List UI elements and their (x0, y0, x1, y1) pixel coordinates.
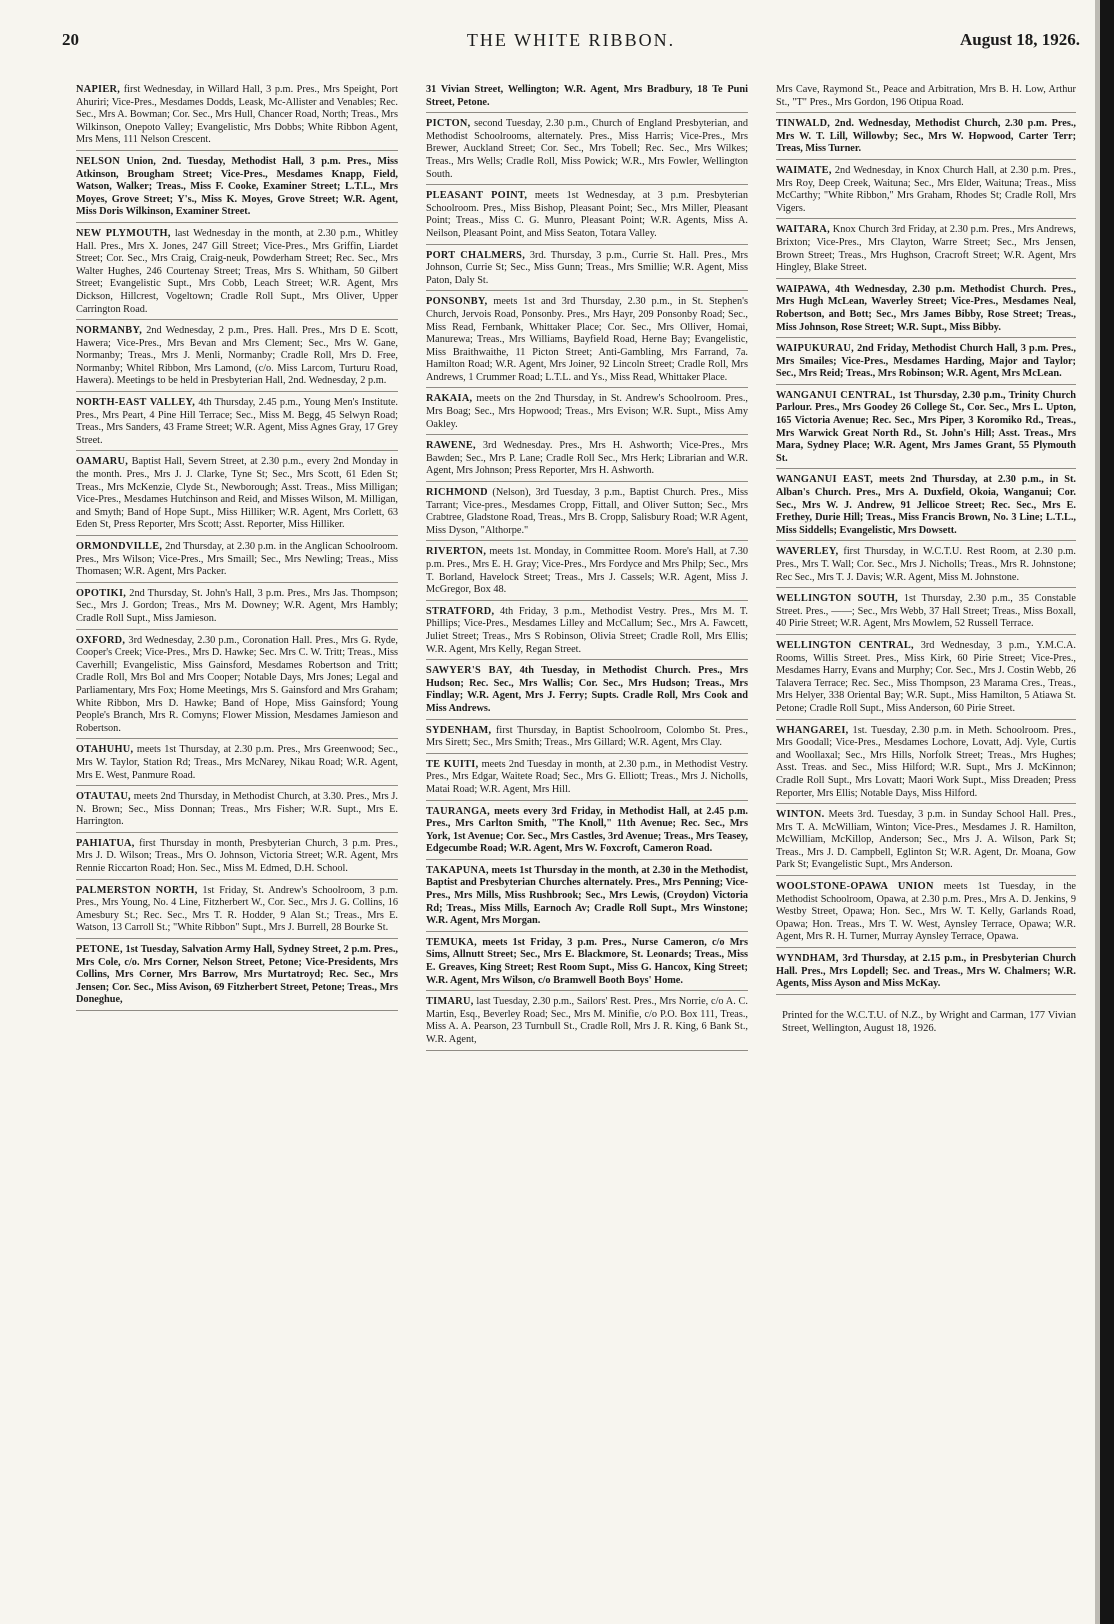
union-entry (776, 544, 1076, 588)
union-entry (76, 323, 398, 392)
union-name: RAKAIA, (426, 393, 473, 405)
union-details: Union, 2nd. Tuesday, Methodist Hall, 3 p.m. Pres., Miss Atkinson, Brougham Street; Vice-Pres., Mesdames Knapp, Field, Watson, Walker; Treas., Miss F. Cooke, Examiner Street; L.T.L., Mrs Moyes, Grove Street; Y's., Miss K. Moyes, Grove Street; W.R. Agent, Miss Doris Wilkinson, Examiner Street. (76, 155, 398, 218)
union-details: meets on the 2nd Thursday, in St. Andrew's Schoolroom. Pres., Mrs Boag; Sec., Mrs Hopwood; Treas., Mrs Evison; W.R. Supt., Miss Amy Oakley. (426, 393, 748, 430)
union-details: meets 1st Thursday, at 2.30 p.m. Pres., Mrs Greenwood; Sec., Mrs W. Taylor, Station Rd; Treas., Mrs McNarey, Nikau Road; W.R. Agent, Mrs E. West, Panmure Road. (76, 744, 398, 781)
union-entry (426, 757, 748, 801)
union-details: 4th Thursday, 2.45 p.m., Young Men's Institute. Pres., Mrs Peart, 4 Pine Hill Terrace; Sec., Miss M. Begg, 45 Selwyn Road; Treas., Mrs Sanders, 43 Frame Street; W.R. Agent, Miss Agnes Gray, 17 Grey Street. (76, 397, 398, 446)
union-entry (76, 742, 398, 786)
union-entry (776, 163, 1076, 219)
union-details: 1st Thursday, 2.30 p.m., 35 Constable Street. Pres., ——; Sec., Mrs Webb, 37 Hall Street; Treas., Miss Boxall, 40 Pirie Street; W.R. Agent, Mrs Mowlem, 52 Russell Terrace. (776, 593, 1076, 630)
union-name: RICHMOND (426, 487, 488, 499)
union-name: WANGANUI CENTRAL, (776, 389, 896, 401)
union-details: meets 2nd Thursday, in Methodist Church, at 3.30. Pres., Mrs J. N. Brown; Sec., Miss Donnan; Treas., Mrs Fisher; W.R. Supt., Mrs E. Harrington. (76, 791, 398, 828)
union-details: 3rd Wednesday, 3 p.m., Y.M.C.A. Rooms, Willis Street. Pres., Miss Kirk, 60 Pirie Street; Vice-Pres., Mesdames Harry, Evans and Murphy; Cor. Sec., Mrs J. Costin Webb, 26 Talavera Terrace; Rec. Sec., Miss Thompson, 23 Marama Cres., Treas., Mrs Helyer, 338 Oriental Bay; W.R. Supt., Miss Hamilton, 5 Atiawa St. Petone; Cradle Roll Supt., Miss Anderson, 60 Pirie Street. (776, 639, 1076, 714)
union-name: NORTH-EAST VALLEY, (76, 397, 196, 409)
union-name: WOOLSTONE-OPAWA UNION (776, 881, 934, 893)
union-entry (426, 604, 748, 660)
union-details: 2nd. Wednesday, Methodist Church, 2.30 p.m. Pres., Mrs W. T. Lill, Willowby; Sec., Mrs W. Hopwood, Carter Terr; Treas, Miss Turner. (776, 118, 1076, 155)
union-entry (776, 591, 1076, 635)
union-entry (76, 942, 398, 1011)
union-name: SYDENHAM, (426, 724, 492, 736)
union-details: 1st Friday, St. Andrew's Schoolroom, 3 p.m. Pres., Mrs Young, No. 4 Line, Fitzherbert W., Cor. Sec., Mrs J. G. Collins, 16 Amesbury St.; Rec. Sec., Mrs T. R. Hodder, 9 Alan St.; Treas., Mrs E. Watson, 13 Carroll St.; "White Ribbon" Supt., Mrs J. Burrell, 28 Bourke St. (76, 884, 398, 934)
union-name: OTAUTAU, (76, 791, 131, 803)
union-name: WINTON. (776, 809, 825, 821)
union-details: 1st. Tuesday, 2.30 p.m. in Meth. Schoolroom. Pres., Mrs Goodall; Vice-Pres., Mesdames Lochore, Lovatt, Adj. Vyle, Curtis and Woollaxal; Sec., Mrs Hills, Norfolk Street; Treas., Mrs Hughes; Asst. Treas. and Sec., Miss Hilford; W.R. Supt., Mrs J. McKinnon; Cradle Roll Supt., Mrs Lovatt; Maori Work Supt., Miss Dreaden; Press Reporter, Mrs Ellis; Notable Days, Miss Hilford. (776, 724, 1076, 799)
union-entry (76, 883, 398, 939)
union-details: last Wednesday in the month, at 2.30 p.m., Whitley Hall. Pres., Mrs X. Jones, 247 Gill Street; Vice-Pres., Mrs Griffin, Liardet Street; Cor. Sec., Mrs Craig, Craig-neuk, Powderham Street; Rec. Sec., Mrs Walter Hughes, 246 Courtenay Street; Treas, Mrs S. Whitham, 50 Gilbert Street; Evangelistic Supt., Mrs Cobb, Leach Street; W.R. Agent, Mrs Dickson, Hillcrest, Vogeltown; Cradle Roll Supt., Mrs Oliver, Upper Carrington Road. (76, 227, 398, 315)
union-entry (76, 82, 398, 151)
union-entry (76, 836, 398, 880)
union-details: 1st Thursday, 2.30 p.m., Trinity Church Parlour. Pres., Mrs Goodey 26 College St., Cor. Sec., Mrs L. Upton, 165 Victoria Avenue; Rec. Sec., Mrs Piper, 3 Koromiko Rd., Treas., Mrs Warwick Great North Rd., St. John's Hill; Asst. Treas., Mrs Mara, Sydney Place; W.R. Agent, Mrs James Grant, 55 Plymouth St. (776, 389, 1076, 464)
printer-imprint: Printed for the W.C.T.U. of N.Z., by Wright and Carman, 177 Vivian Street, Wellington, August 18, 1926. (782, 1009, 1076, 1035)
union-name: PLEASANT POINT, (426, 190, 528, 202)
union-name: NELSON (76, 155, 121, 167)
union-entry (76, 586, 398, 630)
union-entry (426, 544, 748, 600)
union-name: PALMERSTON NORTH, (76, 884, 198, 896)
union-name: WYNDHAM, (776, 953, 839, 965)
column-right (776, 82, 1076, 1602)
union-details: first Wednesday, in Willard Hall, 3 p.m. Pres., Mrs Speight, Port Ahuriri; Vice-Pres., Mesdames Dodds, Leask, Mc-Allister and Venables; Rec. Sec., Mrs A. Bowman; Cor. Sec., Mrs Hull, Chancer Road, North; Treas., Mrs Wilkinson, Onepoto Valley; Evangelistic, Mrs Dobbs; White Ribbon Agent, Mrs Mens, 111 Nelson Crescent. (76, 84, 398, 146)
union-name: WAIPUKURAU, (776, 343, 854, 355)
column-right-entries (776, 82, 1076, 995)
union-entry (426, 935, 748, 991)
union-details: 3rd Thursday, at 2.15 p.m., in Presbyterian Church Hall. Pres., Mrs Lopdell; Sec. and Treas., Mrs W. Chalmers; W.R. Agents, Miss Ayson and Miss McKay. (776, 953, 1076, 990)
union-name: NAPIER, (76, 84, 121, 95)
union-name: TAKAPUNA, (426, 864, 489, 876)
union-name: WHANGAREI, (776, 724, 849, 736)
union-details: 3rd Wednesday, 2.30 p.m., Coronation Hall. Pres., Mrs G. Ryde, Cooper's Creek; Vice-Pres., Mrs D. Hawke; Sec. Mrs C. W. Tritt; Treas., Miss Caverhill; Evangelistic, Miss Gainsford, Mesdames Robertson and Tritt; Cradle Roll, Mrs Bol and Mrs Cooper; Notable Days, Mrs Jones; Legal and Parliamentary, Mrs Fox; Home Meetings, Mrs S. Gainsford and Mrs Graham; White Ribbon, Mrs D. Hawke; Band of Hope, Miss Gainsford; Young People's Branch, Mrs R. Comyns; Flower Mission, Mesdames Jamieson and Robertson. (76, 634, 398, 734)
union-entry (426, 723, 748, 754)
union-name: TAURANGA, (426, 805, 491, 817)
issue-date: August 18, 1926. (960, 30, 1080, 49)
union-entry (426, 863, 748, 932)
union-name: TEMUKA, (426, 936, 478, 948)
union-details: Meets 3rd. Tuesday, 3 p.m. in Sunday School Hall. Pres., Mrs T. A. McWilliam, Winton; Vice-Pres., Mesdames J. R. Hamilton, McWilliam, McKillop, Anderson; Sec., Mrs J. A. Wilson, Park St; Treas., Mrs J. D. Campbell, Eglinton St; W.R. Agent, Dr. Moana, Gow Park St; Evangelistic Supt., Mrs Anderson. (776, 809, 1076, 871)
union-details: 2nd Wednesday, 2 p.m., Pres. Hall. Pres., Mrs D E. Scott, Hawera; Vice-Pres., Mrs Bevan and Mrs Clement; Sec., Mrs W. Gane, Normanby; Treas., Mrs J. Menli, Normanby; Cradle Roll, Mrs D. Free, Normanby; Whitel Ribbon, Mrs Lamond, (c/o. Miss Larcom, Turturu Road, Hawera). Meetings to be held in Presbyterian Hall, 2nd. Wednesday, 2 p.m. (76, 325, 398, 387)
union-details: first Thursday, in W.C.T.U. Rest Room, at 2.30 p.m. Pres., Mrs T. Wall; Cor. Sec., Mrs J. Nicholls; Treas., Mrs R. Johnstone; Rec Sec., Mrs T. J. Davis; W.R. Agent, Miss M. Johnstone. (776, 546, 1076, 583)
union-details: 1st Tuesday, Salvation Army Hall, Sydney Street, 2 p.m. Pres., Mrs Cole, c/o. Mrs Corner, Nelson Street, Petone; Vice-Presidents, Mrs Collins, Mrs Corner, Mrs Barrow, Mrs Murtatroyd; Rec. Sec., Mrs Jensen; Cor. Sec., Miss Avison, 69 Fitzherbert Street, Petone; Treas., Mrs Doneghue, (76, 944, 398, 1006)
union-details: meets 1st Tuesday, in the Methodist Schoolroom, Opawa, at 2.30 p.m. Pres., Mrs A. D. Jenkins, 9 Westby Street, Opawa; Hon. Sec., Mrs W. T. Kelly, Garlands Road, Opawa; Hon. Treas., Mrs T. W. West, Aynsley Terrace, Opawa; W.R. Agent, Mrs R. H. Turner, Murray Aynsley Terrace, Opawa. (776, 881, 1076, 943)
union-entry (776, 282, 1076, 338)
union-name: NORMANBY, (76, 325, 143, 337)
union-name: WELLINGTON CENTRAL, (776, 639, 914, 651)
union-details: meets 2nd Tuesday in month, at 2.30 p.m., in Methodist Vestry. Pres., Mrs Edgar, Waitete Road; Sec., Mrs G. Elliott; Treas., Mrs J. Nicholls, Matai Road; W.R. Agent, Mrs Hill. (426, 758, 748, 795)
union-details: meets every 3rd Friday, in Methodist Hall, at 2.45 p.m. Pres., Mrs Carlton Smith, "The Knoll," 11th Avenue; Rec. Sec., Mrs York, 1st Avenue; Cor. Sec., Mrs Castles, 3rd Avenue; Treas., Mrs Teasey, Edgecumbe Road; W.R. Agent, Mrs W. Foxcroft, Cameron Road. (426, 805, 748, 855)
union-name: STRATFORD, (426, 605, 495, 617)
union-name: SAWYER'S BAY, (426, 665, 513, 677)
union-entry (426, 188, 748, 244)
union-details: 4th Wednesday, 2.30 p.m. Methodist Church. Pres., Mrs Hugh McLean, Waverley Street; Vice-Pres., Mesdames Neal, Robertson, and Bott; Sec., Mrs James Bibby, Rose Street; Treas., Miss Johnson, Rose Street; W.R. Supt., Miss Bibby. (776, 283, 1076, 333)
union-name: PONSONBY, (426, 296, 488, 308)
union-name: PICTON, (426, 118, 471, 130)
union-entry (76, 154, 398, 223)
union-entry (776, 472, 1076, 541)
union-details: Baptist Hall, Severn Street, at 2.30 p.m., every 2nd Monday in the month. Pres., Mrs J. J. Clarke, Tyne St; Sec., Mrs Scott, 61 Eden St; Treas., Mrs McKenzie, Clyde St., Newborough; Asst. Treas., Miss Milligan; Vice-Pres., Mesdames Hutchinson and Reid, and Misses Wilson, M. Milligan, and Smyth; Band of Hope Supt., Miss Hilliker; W.R. Agent, Mrs Corlett, 63 Eden St, Press Reporter, Mrs Scott; Asst. Reporter, Miss Hilliker. (76, 456, 398, 531)
union-entry (76, 539, 398, 583)
union-entry (776, 82, 1076, 113)
union-details: meets 1st Friday, 3 p.m. Pres., Nurse Cameron, c/o Mrs Sims, Allnutt Street; Sec., Mrs E. Blackmore, St. Leonards; Treas., Miss E. Greaves, King Street; Rest Room Supt., Miss G. Hancox, King Street; W.R. Agent, Mrs Wilson, c/o Bramwell Booth Boys' Home. (426, 936, 748, 986)
union-entry (426, 438, 748, 482)
page-header (62, 30, 1080, 60)
union-name: PORT CHALMERS, (426, 249, 526, 261)
union-details: Knox Church 3rd Friday, at 2.30 p.m. Pres., Mrs Andrews, Brixton; Vice-Pres., Mrs Clayton, Warre Street; Sec., Mrs Jensen, Brown Street; Treas., Mrs Hughson, Cracroft Street; W.R. Agent, Mrs Hingley, Blake Street. (776, 224, 1076, 274)
union-entry (76, 789, 398, 833)
union-entry (76, 633, 398, 740)
union-entry (426, 248, 748, 292)
union-entry (776, 638, 1076, 720)
union-name: OAMARU, (76, 456, 129, 468)
union-entry (426, 391, 748, 435)
union-details: second Tuesday, 2.30 p.m., Church of England Presbyterian, and Methodist Schoolrooms, alternately. Pres., Miss Harris; Vice-Pres., Mrs Brewer, Auckland Street; Cor. Sec., Mrs Tobell; Rec. Sec., Mrs Wilkes; Treas., Mrs Wells; Cradle Roll, Miss Powick; W.R., Mrs Fowler, Wellington South. (426, 118, 748, 180)
union-entry (76, 226, 398, 320)
union-name: RAWENE, (426, 440, 476, 452)
page-edge (1100, 0, 1114, 1624)
union-entry (76, 395, 398, 451)
union-name: PETONE, (76, 944, 123, 956)
union-entry (776, 388, 1076, 470)
union-details: last Tuesday, 2.30 p.m., Sailors' Rest. Pres., Mrs Norrie, c/o A. C. Martin, Esq., Beverley Road; Sec., Mrs M. Minifie, c/o P.O. Box 111, Treas., Miss A. A. Pearson, 23 Turnbull St., Cradle Roll, Mrs J. R. King, 6 Bank St., W.R. Agent, (426, 996, 748, 1045)
union-name: OPOTIKI, (76, 587, 127, 599)
column-left (76, 82, 398, 1602)
union-entry (426, 994, 748, 1050)
union-entry (426, 294, 748, 388)
union-details: meets 2nd Thursday, at 2.30 p.m., in St. Alban's Church. Pres., Mrs A. Duxfield, Okoia, Wanganui; Cor. Sec., Mrs W. J. Andrew, 91 Jellicoe Street; Rec. Sec., Mrs E. Frethey, Durie Hill; Treas., Miss Francis Brown, No. 3 Line; L.T.L., Miss Siddells; Evangelistic, Mrs Dowsett. (776, 474, 1076, 536)
union-entry (776, 723, 1076, 805)
union-entry (776, 879, 1076, 948)
union-entry (426, 82, 748, 113)
union-name: WAVERLEY, (776, 546, 839, 558)
union-entry (776, 341, 1076, 385)
union-name: TINWALD, (776, 118, 831, 130)
union-details: meets 1st Wednesday, at 3 p.m. Presbyterian Schoolroom. Pres., Miss Bishop, Pleasant Point; Sec., Mrs Miller, Pleasant Point; Treas., Miss C. G. Munro, Pleasant Point; W.R. Agents, Miss A. Neilson, Pleasant Point, and Miss Seaton, Totara Valley. (426, 190, 748, 239)
union-entry (776, 951, 1076, 995)
union-details: 3rd. Thursday, 3 p.m., Currie St. Hall. Pres., Mrs Johnson, Currie St; Sec., Miss Gunn; Treas., Mrs Smillie; W.R. Agent, Miss Paton, Daly St. (426, 249, 748, 286)
union-name: TE KUITI, (426, 758, 479, 770)
union-name: WANGANUI EAST, (776, 474, 874, 486)
union-name: ORMONDVILLE, (76, 541, 163, 552)
union-details: 2nd Wednesday, in Knox Church Hall, at 2.30 p.m. Pres., Mrs Roy, Deep Creek, Waituna; Sec., Mrs Elder, Waituna; Treas., Miss McCarthy; "White Ribbon," Mrs Graham, Rhodes St; Cradle Roll, Mrs Vigers. (776, 164, 1076, 214)
publication-title: THE WHITE RIBBON. (466, 30, 676, 50)
union-entry (426, 116, 748, 185)
union-details: 2nd Thursday, at 2.30 p.m. in the Anglican Schoolroom. Pres., Mrs Wilson; Vice-Pres., Mrs Smaill; Sec., Mrs Newling; Treas., Miss Thomasen; W.R. Agent, Mrs Packer. (76, 541, 398, 578)
union-name: NEW PLYMOUTH, (76, 227, 171, 239)
union-name: OXFORD, (76, 634, 126, 646)
union-name: WELLINGTON SOUTH, (776, 593, 899, 605)
union-details: 31 Vivian Street, Wellington; W.R. Agent, Mrs Bradbury, 18 Te Puni Street, Petone. (426, 84, 748, 108)
union-details: 2nd Friday, Methodist Church Hall, 3 p.m. Pres., Mrs Smailes; Vice-Pres., Mesdames Harding, Major and Taylor; Sec., Mrs Reid; Treas., Mrs Robinson; W.R. Agent, Mrs McLean. (776, 343, 1076, 380)
union-name: OTAHUHU, (76, 744, 134, 756)
union-details: 2nd Thursday, St. John's Hall, 3 p.m. Pres., Mrs Jas. Thompson; Sec., Mrs J. Gordon; Treas., Mrs M. Downey; W.R. Agent, Mrs Hambly; Cradle Roll Supt., Miss Jamieson. (76, 587, 398, 624)
union-details: meets 1st and 3rd Thursday, 2.30 p.m., in St. Stephen's Church, Jervois Road, Ponsonby. Pres., Mrs Hayr, 209 Ponsonby Road; Sec., Miss Read, Fernbank, Whittaker Place; Cor. Sec., Mrs Olliver, Homai, Manurewa; Treas., Mrs Williams, Bayfield Road, Herne Bay; Evangelistic, Miss Braithwaithe, 11 Picton Street; Anti-Gambling, Mrs Farrand, 7a. Hamilton Road; W.R. Agent, Mrs Joiner, 92 Lincoln Street; Cradle Roll, Mrs Andrews, 1 Crummer Road; L.T.L. and Ys., Miss Read, Whittaker Place. (426, 296, 748, 383)
union-name: WAIPAWA, (776, 283, 830, 295)
union-entry (426, 485, 748, 541)
union-details: 4th Tuesday, in Methodist Church. Pres., Mrs Hudson; Rec. Sec., Mrs Wallis; Cor. Sec., Mrs Hudson; Treas., Mrs Findlay; W.R. Agent, Mrs J. Ferry; Supts. Cradle Roll, Mrs Cook and Miss Andrews. (426, 665, 748, 714)
union-entry (426, 804, 748, 860)
union-entry (776, 222, 1076, 278)
union-name: WAITARA, (776, 224, 830, 236)
union-name: TIMARU, (426, 996, 474, 1008)
union-name: PAHIATUA, (76, 837, 135, 849)
page-number: 20 (62, 30, 79, 49)
column-middle (426, 82, 748, 1602)
union-details: 4th Friday, 3 p.m., Methodist Vestry. Pres., Mrs M. T. Phillips; Vice-Pres., Mesdames Lilley and McCallum; Sec., Mrs A. Fawcett, Juliet Street; Treas., Mrs S Robinson, Olivia Street; Cradle Roll, Mrs Ellis; W.R. Agent, Mrs Kelly, Regan Street. (426, 605, 748, 655)
union-entry (426, 663, 748, 719)
union-name: RIVERTON, (426, 546, 487, 558)
union-details: 3rd Wednesday. Pres., Mrs H. Ashworth; Vice-Pres., Mrs Bawden; Sec., Mrs P. Lane; Cradle Roll Sec., Mrs Herk; Librarian and W.R. Agent, Mrs Johnson; Press Reporter, Mrs H. Ashworth. (426, 440, 748, 477)
directory-columns (76, 82, 1076, 1602)
union-details: meets 1st Thursday in the month, at 2.30 in the Methodist, Baptist and Presbyterian Churches alternately. Pres., Mrs Penning; Vice-Pres., Mrs Mills, Miss Rushbrook; Sec., Mrs Lewis, (Croydon) Victoria Rd; Treas., Miss Mills, Earnoch Av; Cradle Roll Supt., Mrs Winstone; W.R. Agent, Mrs Morgan. (426, 864, 748, 927)
union-details: (Nelson), 3rd Tuesday, 3 p.m., Baptist Church. Pres., Miss Tarrant; Vice-pres., Mesdames Cropp, Fittall, and Oliver Sutton; Sec., Mrs Crabtree, Gladstone Road, Treas., Mrs B. Cropp, Salisbury Road; W.R Agent, Miss Dyson, "Althorpe." (426, 487, 748, 536)
union-entry (776, 116, 1076, 160)
union-entry (776, 807, 1076, 876)
union-details: first Thursday, in Baptist Schoolroom, Colombo St. Pres., Mrs Sirett; Sec., Mrs Smith; Treas., Mrs Gillard; W.R. Agent, Mrs Clay. (426, 724, 748, 749)
union-details: first Thursday in month, Presbyterian Church, 3 p.m. Pres., Mrs J. D. Wilson; Treas., Mrs O. Johnson, Victoria Street; W.R. Agent, Mrs Rennie Riccarton Road; Hon. Sec., Miss M. Edmed, D.H. School. (76, 837, 398, 875)
union-details: Mrs Cave, Raymond St., Peace and Arbitration, Mrs B. H. Low, Arthur St., "T" Pres., Mrs Gordon, 196 Otipua Road. (776, 84, 1076, 108)
union-details: meets 1st. Monday, in Committee Room. More's Hall, at 7.30 p.m. Pres., Mrs E. H. Gray; Vice-Pres., Mrs Fordyce and Mrs Philp; Sec., Mrs T. Borland, Havelock Street; Treas., Mrs J. Cassels; W.R. Agent, Miss J. McGregor, Box 48. (426, 546, 748, 596)
union-name: WAIMATE, (776, 164, 832, 176)
union-entry (76, 454, 398, 536)
